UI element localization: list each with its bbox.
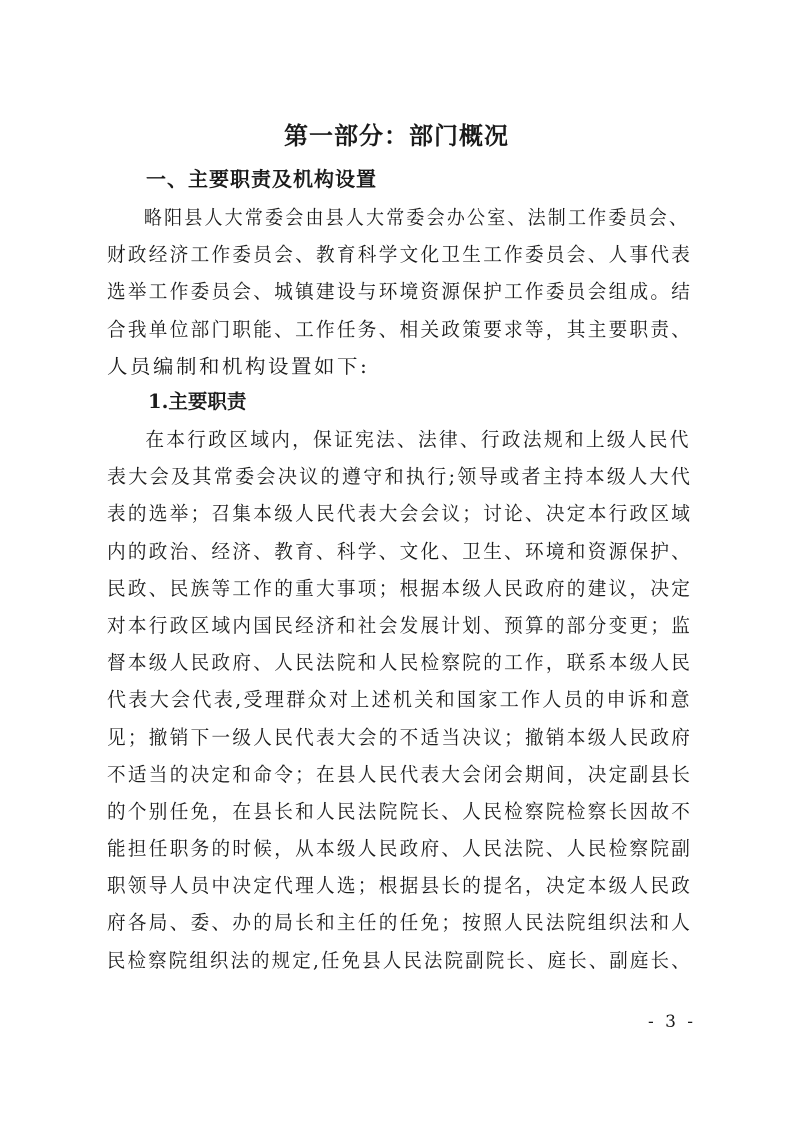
text-line: 合我单位部门职能、工作任务、相关政策要求等，其主要职责、	[107, 317, 693, 341]
text-line: 代表大会代表,受理群众对上述机关和国家工作人员的申诉和意	[107, 688, 692, 712]
text-line: 民政、民族等工作的重大事项；根据本级人民政府的建议，决定	[107, 576, 693, 600]
text-line: 对本行政区域内国民经济和社会发展计划、预算的部分变更；监	[107, 613, 693, 637]
text-line: 在本行政区域内，保证宪法、法律、行政法规和上级人民代	[145, 428, 691, 451]
text-line: 人员编制和机构设置如下:	[107, 354, 370, 378]
page-number: - 3 -	[647, 1012, 697, 1032]
text-line: 见；撤销下一级人民代表大会的不适当决议；撤销本级人民政府	[107, 725, 693, 749]
duties-paragraph	[107, 421, 692, 979]
text-line: 职领导人员中决定代理人选；根据县长的提名，决定本级人民政	[107, 874, 693, 898]
text-line: 表大会及其常委会决议的遵守和执行;领导或者主持本级人大代	[107, 465, 693, 489]
text-line: 内的政治、经济、教育、科学、文化、卫生、环境和资源保护、	[107, 539, 693, 563]
text-line: 督本级人民政府、人民法院和人民检察院的工作，联系本级人民	[107, 651, 693, 675]
text-line: 财政经济工作委员会、教育科学文化卫生工作委员会、人事代表	[107, 243, 693, 267]
text-line: 不适当的决定和命令；在县人民代表大会闭会期间，决定副县长	[107, 762, 693, 786]
text-line: 民检察院组织法的规定,任免县人民法院副院长、庭长、副庭长、	[107, 948, 692, 972]
text-line: 略阳县人大常委会由县人大常委会办公室、法制工作委员会、	[143, 206, 690, 229]
text-line: 表的选举；召集本级人民代表大会会议；讨论、决定本行政区域	[107, 502, 693, 526]
text-line: 能担任职务的时候，从本级人民政府、人民法院、人民检察院副	[107, 837, 693, 861]
text-line: 选举工作委员会、城镇建设与环境资源保护工作委员会组成。结	[107, 280, 693, 304]
subheading: 1.主要职责	[148, 390, 247, 413]
page-title: 第一部分：部门概况	[284, 121, 509, 150]
text-line: 的个别任免，在县长和人民法院院长、人民检察院检察长因故不	[107, 799, 693, 823]
text-line: 府各局、委、办的局长和主任的任免；按照人民法院组织法和人	[107, 911, 693, 935]
section-heading: 一、主要职责及机构设置	[146, 167, 377, 191]
intro-paragraph	[107, 199, 692, 385]
